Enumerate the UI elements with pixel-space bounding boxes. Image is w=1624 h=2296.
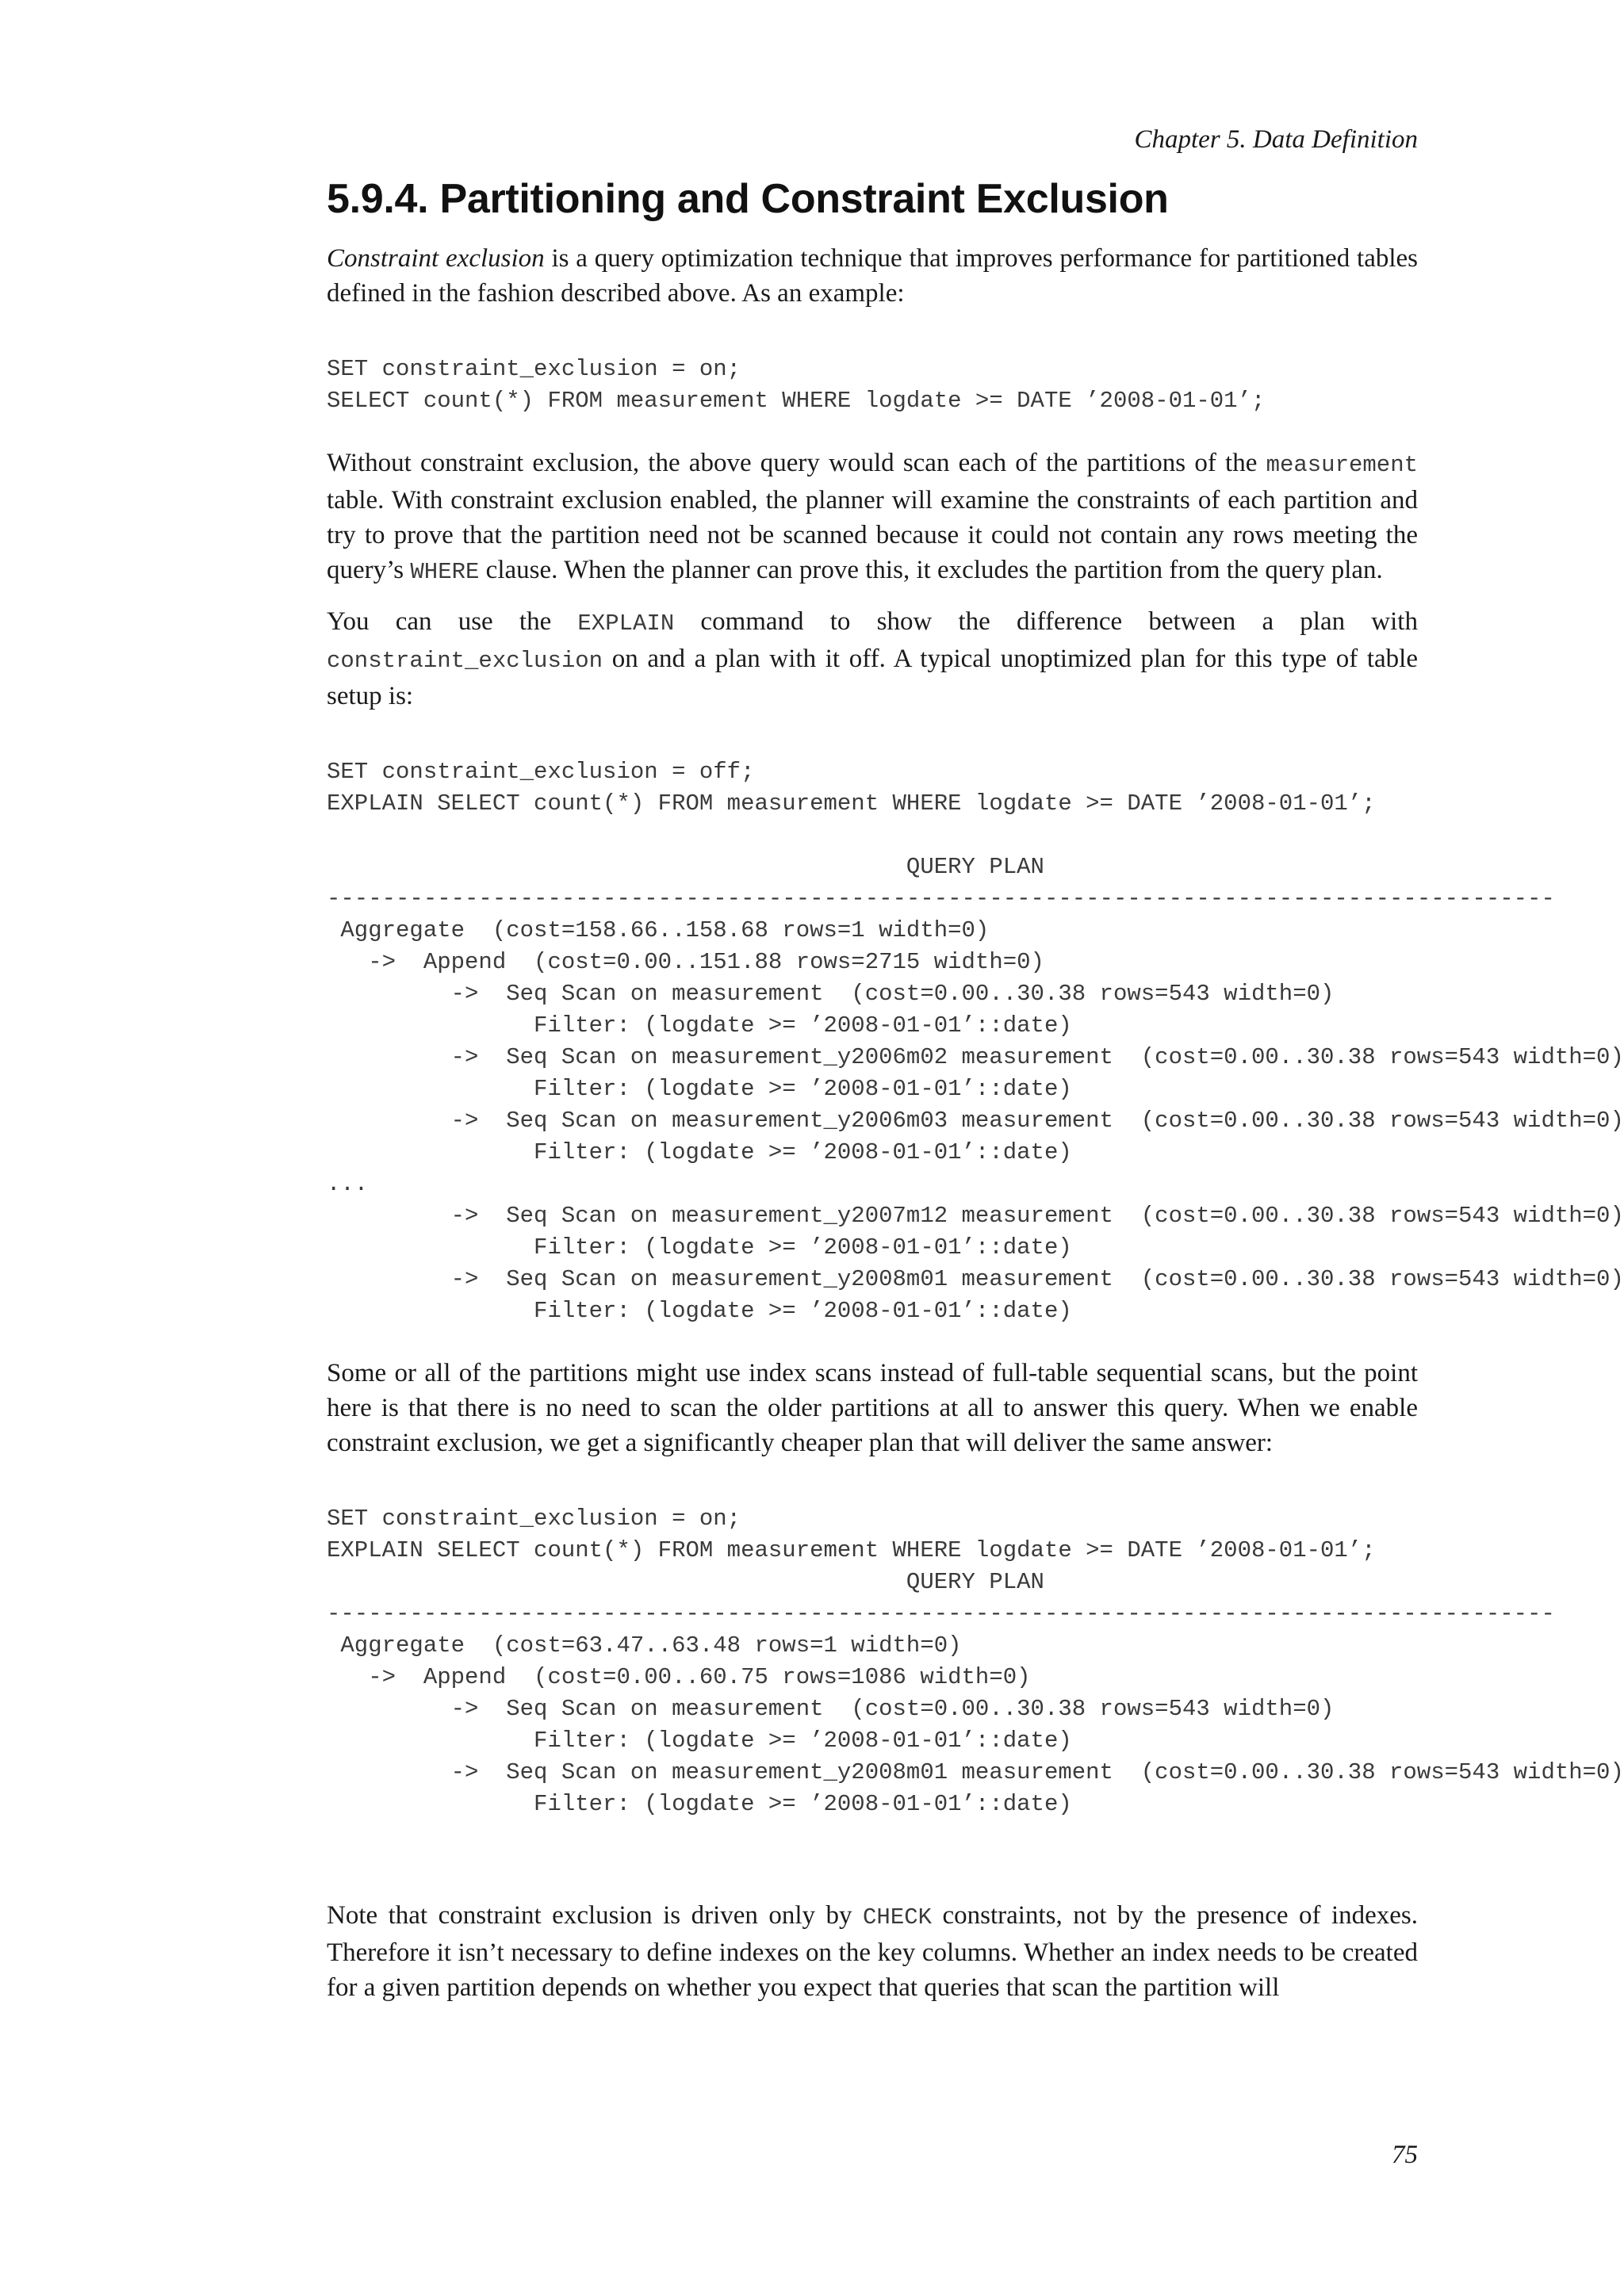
code-line: -> Seq Scan on measurement_y2008m01 measurement (cost=0.00..30.38 rows=543 width=0) [327,1265,1624,1292]
code-line: EXPLAIN SELECT count(*) FROM measurement WHERE logdate >= DATE ’2008-01-01’; [327,1536,1376,1563]
code-line: SET constraint_exclusion = on; [327,1505,741,1532]
code-line: QUERY PLAN [327,853,1044,880]
code-line: QUERY PLAN [327,1568,1044,1595]
code-line: SET constraint_exclusion = off; [327,758,755,785]
running-header: Chapter 5. Data Definition [1134,125,1418,154]
code-line: Filter: (logdate >= ’2008-01-01’::date) [327,1297,1072,1324]
code-block-example [327,354,1611,417]
code-block-unoptimized-plan [327,756,1624,1327]
code-line: Filter: (logdate >= ’2008-01-01’::date) [327,1075,1072,1102]
inline-code-explain: EXPLAIN [577,610,675,637]
code-block-optimized-plan [327,1503,1624,1820]
code-line: Filter: (logdate >= ’2008-01-01’::date) [327,1012,1072,1039]
text-fragment: command to show the difference between a plan with [674,607,1418,636]
code-line: -> Append (cost=0.00..151.88 rows=2715 width=0) [327,948,1044,975]
code-line: Filter: (logdate >= ’2008-01-01’::date) [327,1234,1072,1261]
text-fragment: clause. When the planner can prove this, it excludes the partition from the query plan. [479,555,1383,584]
code-line: -> Seq Scan on measurement (cost=0.00..30.38 rows=543 width=0) [327,1695,1335,1722]
code-line: EXPLAIN SELECT count(*) FROM measurement WHERE logdate >= DATE ’2008-01-01’; [327,790,1376,817]
text-fragment: Without constraint exclusion, the above query would scan each of the partitions of the [327,448,1266,477]
inline-code-check: CHECK [863,1904,933,1931]
text-fragment: on and a plan with it off. A typical unoptimized plan for this type of table setup is: [327,644,1418,710]
code-line: SELECT count(*) FROM measurement WHERE logdate >= DATE ’2008-01-01’; [327,387,1266,414]
text-fragment: constraints, not by the presence of indexes. Therefore it isn’t necessary to define indexes on the key columns. Whether an index needs to be created for a given partition depends on whether you expect that queries that scan the partition will [327,1900,1419,2002]
code-line: ... [327,1170,369,1197]
paragraph-intro-text: is a query optimization technique that improves performance for partitioned tables defined in the fashion described above. As an example: [327,243,1419,308]
code-block-clip-3 [327,1475,1624,1849]
paragraph-check-constraints [327,1898,1418,2005]
text-fragment: You can use the [327,607,578,636]
code-line: ----------------------------------------------------------------------------------------- [327,1600,1555,1627]
code-line: -> Seq Scan on measurement (cost=0.00..30.38 rows=543 width=0) [327,980,1335,1007]
paragraph-explain [327,604,1418,714]
spacer [327,1849,1418,1898]
code-block-clip-1 [327,325,1624,446]
text-fragment: table. With constraint exclusion enabled, the planner will examine the constraints of each partition and try to prove that the partition need not be scanned because it could not contain any rows meeting the query’s [327,485,1418,584]
code-line: -> Seq Scan on measurement_y2008m01 measurement (cost=0.00..30.38 rows=543 width=0) [327,1758,1624,1785]
code-line: Aggregate (cost=158.66..158.68 rows=1 width=0) [327,916,990,943]
code-line: -> Append (cost=0.00..60.75 rows=1086 width=0) [327,1663,1031,1690]
code-line: -> Seq Scan on measurement_y2006m02 measurement (cost=0.00..30.38 rows=543 width=0) [327,1043,1624,1070]
code-line: -> Seq Scan on measurement_y2006m03 measurement (cost=0.00..30.38 rows=543 width=0) [327,1107,1624,1134]
code-block-clip-2 [327,728,1624,1356]
page-number: 75 [1392,2141,1418,2169]
inline-code-measurement: measurement [1266,451,1418,478]
paragraph-without-exclusion [327,446,1418,590]
text-fragment: Note that constraint exclusion is driven only by [327,1900,864,1930]
code-line: Filter: (logdate >= ’2008-01-01’::date) [327,1790,1072,1817]
inline-code-constraint-exclusion: constraint_exclusion [327,647,603,674]
code-line: SET constraint_exclusion = on; [327,355,741,382]
section-title: 5.9.4. Partitioning and Constraint Exclusion [327,176,1169,222]
code-line: -> Seq Scan on measurement_y2007m12 measurement (cost=0.00..30.38 rows=543 width=0) [327,1202,1624,1229]
code-line: ----------------------------------------------------------------------------------------- [327,885,1555,912]
paragraph-index-scans: Some or all of the partitions might use index scans instead of full-table sequential scans, but the point here is that there is no need to scan the older partitions at all to answer this query. When we enable constraint exclusion, we get a significantly cheaper plan that will deliver the same answer: [327,1358,1418,1457]
code-line: Aggregate (cost=63.47..63.48 rows=1 width=0) [327,1632,962,1659]
code-line: Filter: (logdate >= ’2008-01-01’::date) [327,1138,1072,1165]
page-content [327,176,1624,2019]
code-line: Filter: (logdate >= ’2008-01-01’::date) [327,1727,1072,1754]
paragraph-intro [327,241,1418,311]
inline-code-where: WHERE [410,558,480,585]
term-constraint-exclusion: Constraint exclusion [327,243,545,273]
